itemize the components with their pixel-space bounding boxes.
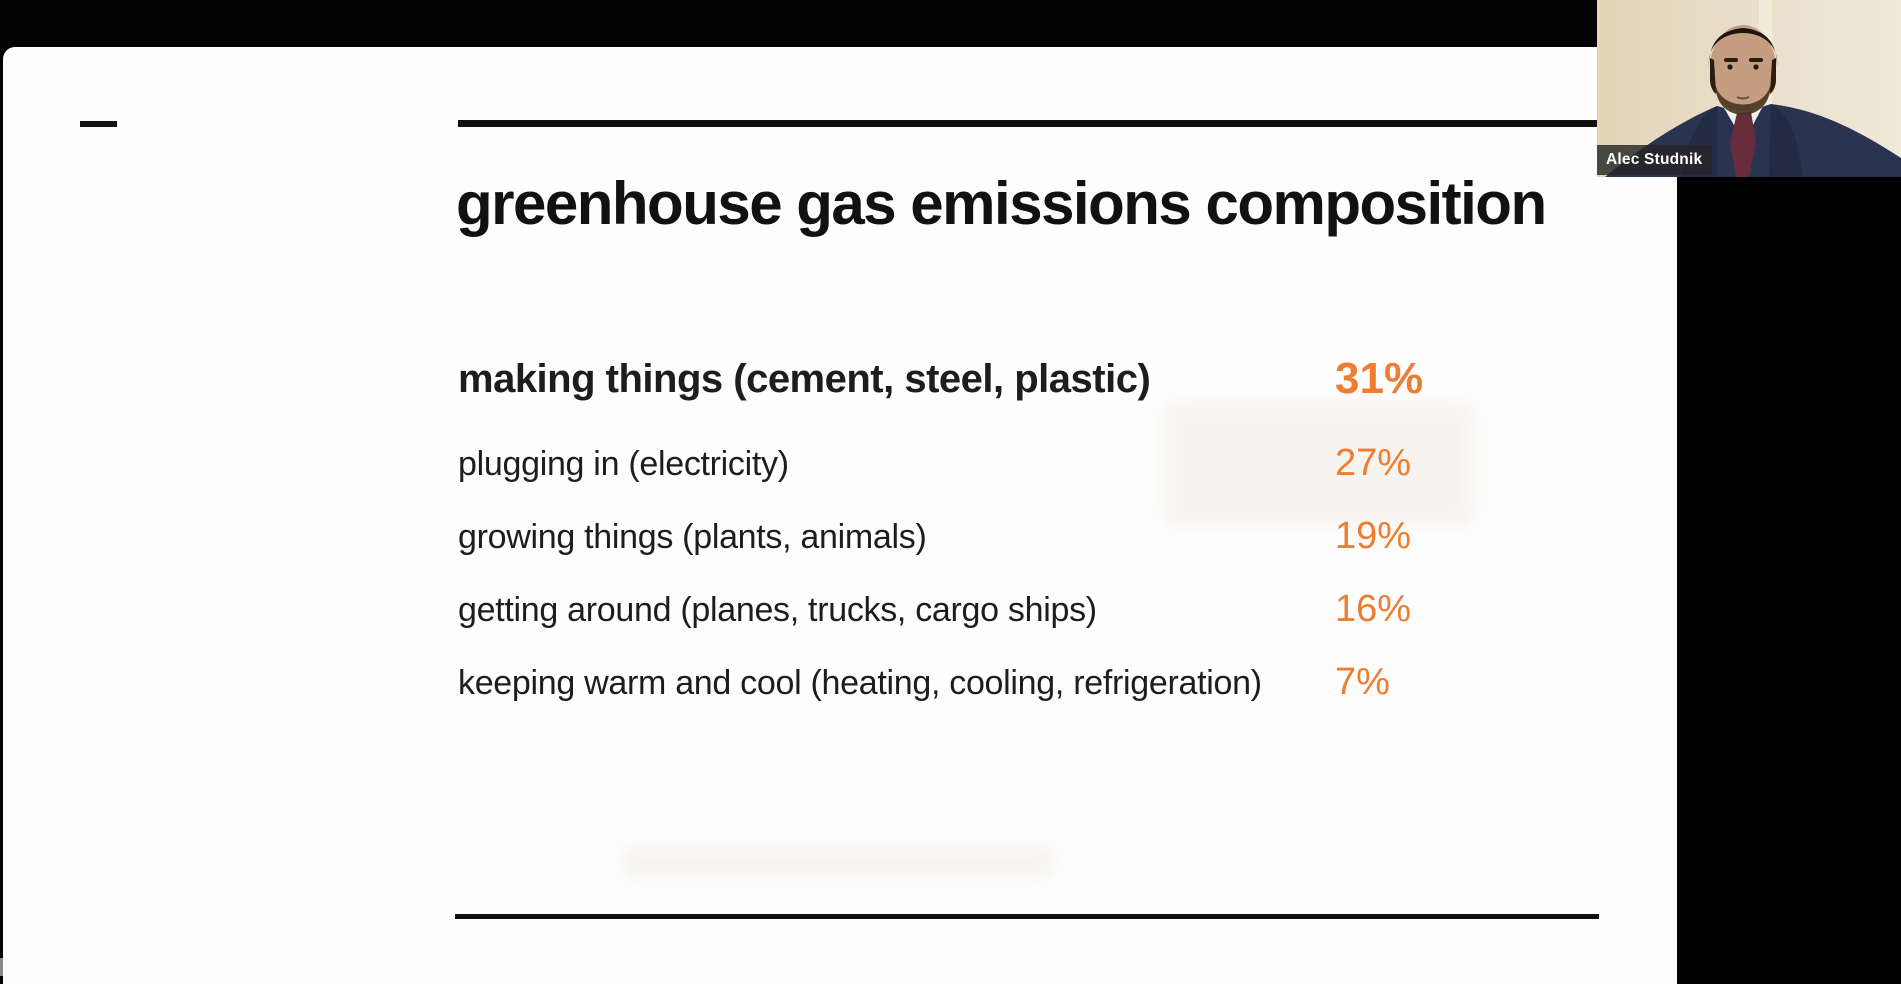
emissions-row bbox=[458, 515, 1637, 557]
emissions-row bbox=[458, 588, 1637, 630]
faded-watermark-artifact bbox=[623, 846, 1053, 878]
row-value: 19% bbox=[1335, 515, 1412, 557]
slide-title: greenhouse gas emissions composition bbox=[456, 170, 1546, 237]
presentation-slide bbox=[3, 47, 1677, 984]
emissions-row bbox=[458, 661, 1637, 703]
row-value: 27% bbox=[1335, 442, 1412, 484]
row-value: 31% bbox=[1335, 354, 1424, 403]
row-label: plugging in (electricity) bbox=[458, 445, 789, 483]
webcam-thumbnail[interactable] bbox=[1597, 0, 1901, 177]
slide-bottom-rule bbox=[455, 914, 1599, 919]
eye-right bbox=[1753, 64, 1758, 69]
outline-dash-marker bbox=[80, 121, 117, 127]
title-top-rule bbox=[458, 120, 1599, 127]
emissions-row bbox=[458, 354, 1637, 403]
row-value: 16% bbox=[1335, 588, 1412, 630]
eyebrow-left bbox=[1724, 58, 1738, 62]
window-top-bar bbox=[0, 0, 1597, 47]
emissions-row bbox=[458, 442, 1637, 484]
row-label: getting around (planes, trucks, cargo ships) bbox=[458, 591, 1097, 629]
letterbox-panel bbox=[1677, 177, 1901, 984]
row-label: growing things (plants, animals) bbox=[458, 518, 927, 556]
eye-left bbox=[1727, 64, 1732, 69]
participant-name-label: Alec Studnik bbox=[1597, 145, 1712, 175]
row-label: making things (cement, steel, plastic) bbox=[458, 357, 1151, 401]
row-value: 7% bbox=[1335, 661, 1390, 703]
row-label: keeping warm and cool (heating, cooling, refrigeration) bbox=[458, 664, 1262, 702]
eyebrow-right bbox=[1749, 58, 1763, 62]
